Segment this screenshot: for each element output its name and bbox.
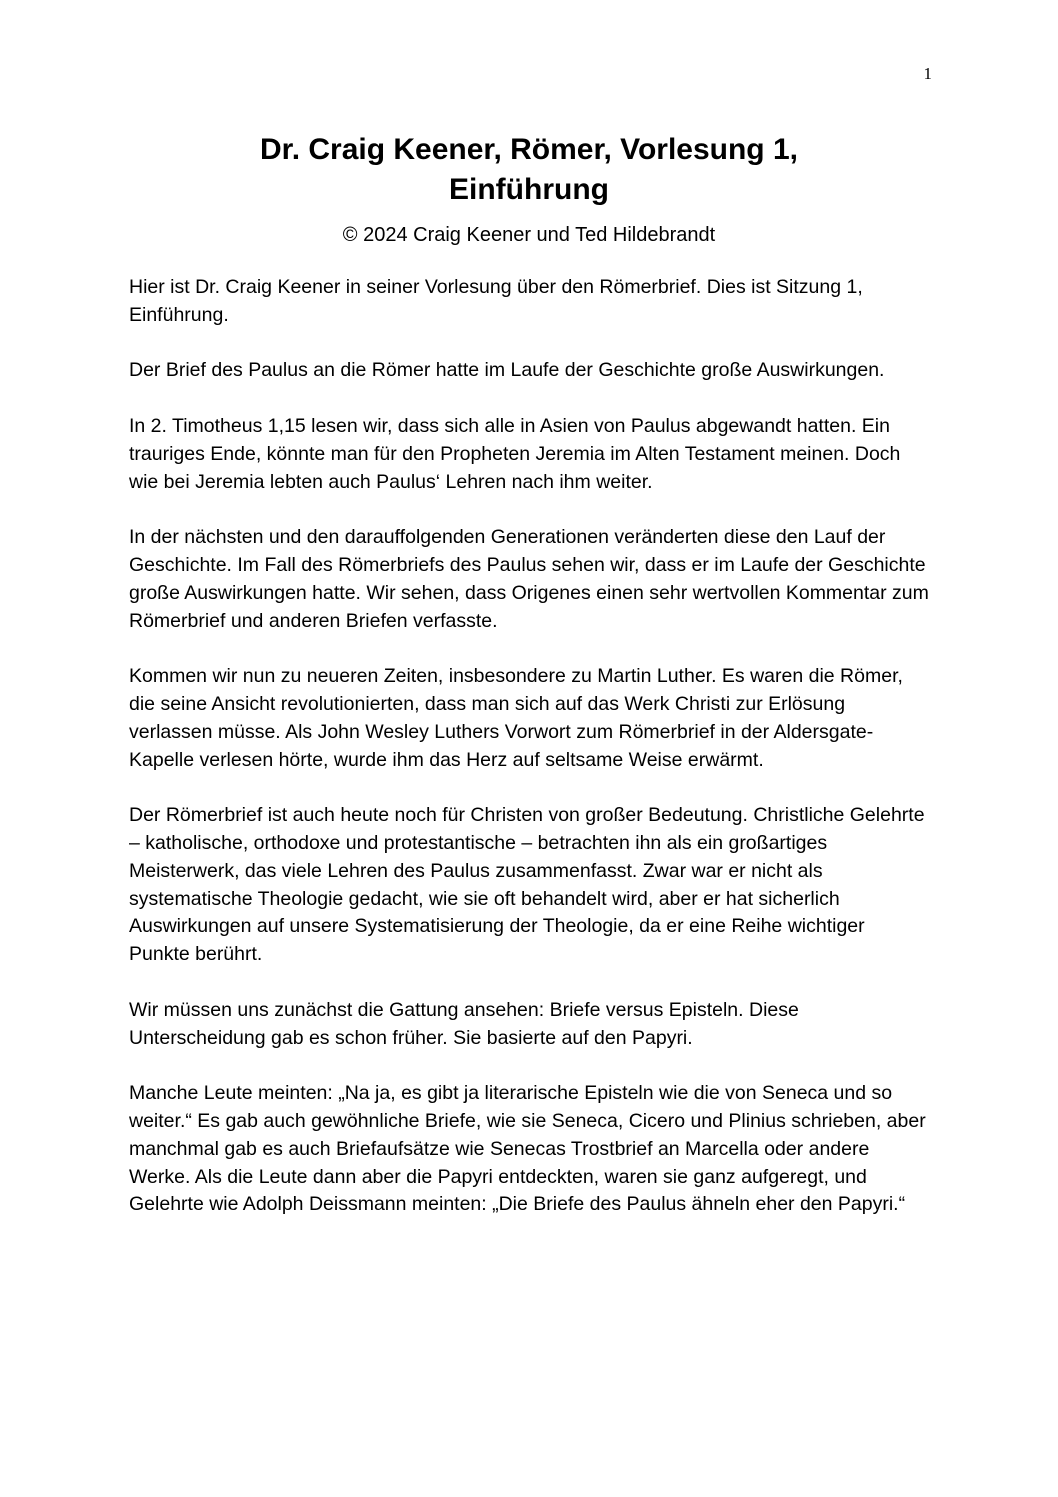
document-title-line-2: Einführung (449, 173, 609, 206)
document-header (0, 130, 1058, 248)
paragraph-3: In 2. Timotheus 1,15 lesen wir, dass sich alle in Asien von Paulus abgewandt hatten. Ein trauriges Ende, könnte man für den Propheten Jeremia im Alten Testament meinen. Doch wie bei Jeremia lebten auch Paulus‘ Lehren nach ihm weiter. (129, 414, 901, 493)
document-body (129, 274, 929, 1247)
paragraph-4: In der nächsten und den darauffolgenden Generationen veränderten diese den Lauf der Geschichte. Im Fall des Römerbriefs des Paulus sehen wir, dass er im Laufe der Geschichte große Auswirkungen hatte. Wir sehen, dass Origenes einen sehr wertvollen Kommentar zum Römerbrief und anderen Briefen verfasste. (129, 526, 929, 632)
paragraph-6: Der Römerbrief ist auch heute noch für Christen von großer Bedeutung. Christliche Gelehrte – katholische, orthodoxe und protestantische – betrachten ihn als ein großartiges Meisterwerk, das viele Lehren des Paulus zusammenfasst. Zwar war er nicht als systematische Theologie gedacht, wie sie oft behandelt wird, aber er hat sicherlich Auswirkungen auf unsere Systematisierung der Theologie, da er eine Reihe wichtiger Punkte berührt. (129, 804, 925, 966)
paragraph-7: Wir müssen uns zunächst die Gattung ansehen: Briefe versus Episteln. Diese Unterscheidung gab es schon früher. Sie basierte auf den Papyri. (129, 998, 799, 1049)
paragraph-8: Manche Leute meinten: „Na ja, es gibt ja literarische Episteln wie die von Seneca und so weiter.“ Es gab auch gewöhnliche Briefe, wie sie Seneca, Cicero und Plinius schrieben, aber manchmal gab es auch Briefaufsätze wie Senecas Trostbrief an Marcella oder andere Werke. Als die Leute dann aber die Papyri entdeckten, waren sie ganz aufgeregt, und Gelehrte wie Adolph Deissmann meinten: „Die Briefe des Paulus ähneln eher den Papyri.“ (129, 1082, 926, 1216)
paragraph-2: Der Brief des Paulus an die Römer hatte im Laufe der Geschichte große Auswirkungen. (129, 359, 885, 382)
paragraph-5: Kommen wir nun zu neueren Zeiten, insbesondere zu Martin Luther. Es waren die Römer, die seine Ansicht revolutionierten, dass man sich auf das Werk Christi zur Erlösung verlassen müsse. Als John Wesley Luthers Vorwort zum Römerbrief in der Aldersgate-Kapelle verlesen hörte, wurde ihm das Herz auf seltsame Weise erwärmt. (129, 665, 903, 771)
document-title-line-1: Dr. Craig Keener, Römer, Vorlesung 1, (260, 133, 798, 166)
page-number: 1 (923, 64, 932, 83)
paragraph-1: Hier ist Dr. Craig Keener in seiner Vorlesung über den Römerbrief. Dies ist Sitzung 1, Einführung. (129, 276, 863, 326)
copyright-notice: © 2024 Craig Keener und Ted Hildebrandt (342, 224, 716, 246)
